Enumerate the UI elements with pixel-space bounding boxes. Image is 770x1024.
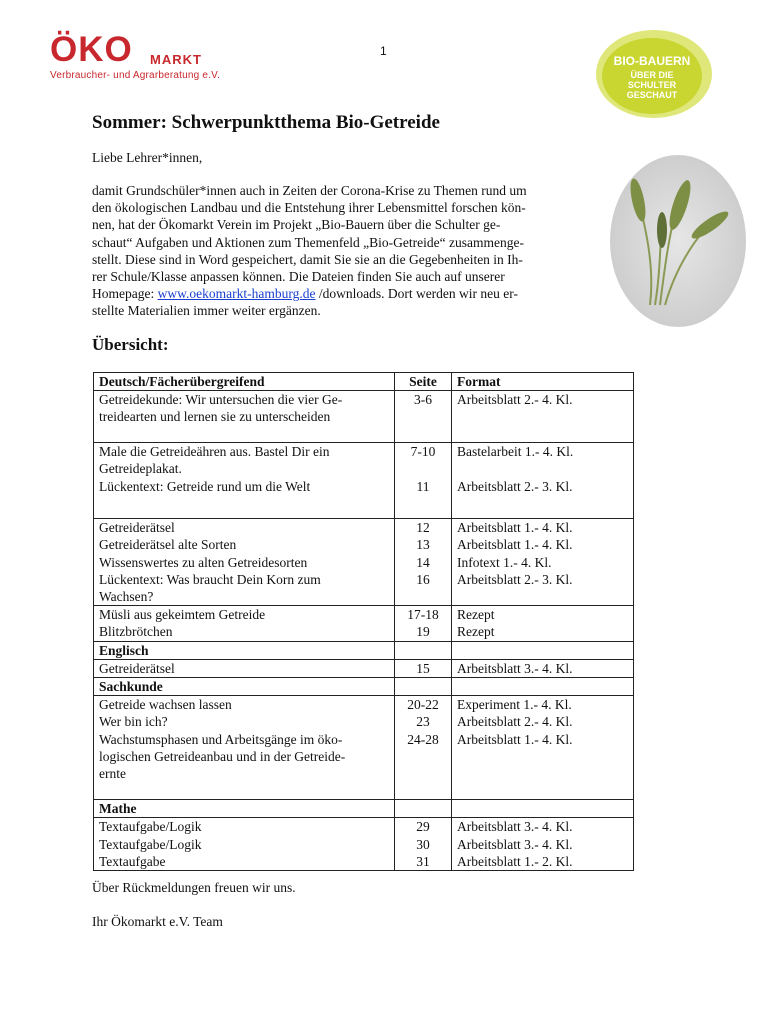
cell-line: Müsli aus gekeimtem Getreide: [99, 607, 266, 623]
homepage-suffix: /downloads. Dort werden wir neu er-: [315, 286, 518, 302]
row-format: [452, 391, 634, 443]
row-format: [452, 641, 634, 659]
cell-line: Arbeitsblatt 3.- 4. Kl.: [457, 836, 573, 852]
cell-line: Arbeitsblatt 1.- 4. Kl.: [457, 520, 573, 536]
cell-line: 29: [416, 819, 430, 835]
closing-feedback: Über Rückmeldungen freuen wir uns.: [92, 880, 296, 895]
greeting: Liebe Lehrer*innen,: [92, 150, 203, 165]
row-topic: [94, 818, 395, 871]
cell-line: 19: [416, 624, 430, 640]
intro-line: stellte Materialien immer weiter ergänzen.: [92, 303, 321, 319]
intro-line: nen, hat der Ökomarkt Verein im Projekt „Bio-Bauern über die Schulter ge-: [92, 217, 501, 233]
intro-line: schaut“ Aufgaben und Aktionen zum Themenfeld „Bio-Getreide“ zusammenge-: [92, 234, 524, 250]
cell-line: 12: [416, 520, 430, 536]
cell-line: Arbeitsblatt 1.- 2. Kl.: [457, 853, 573, 869]
row-page: [395, 443, 452, 519]
intro-homepage-line: [92, 285, 599, 302]
row-page: [395, 800, 452, 818]
logo-main-text: ÖKO: [50, 30, 133, 69]
cell-line: Wachsen?: [99, 589, 154, 605]
grain-ears-photo: [610, 155, 746, 327]
cell-line: treidearten und lernen sie zu unterscheiden: [99, 409, 331, 425]
row-format: [452, 443, 634, 519]
section-mathe: Mathe: [94, 800, 395, 818]
row-page: [395, 678, 452, 696]
table-row: [94, 443, 634, 519]
cell-line: Textaufgabe/Logik: [99, 819, 202, 835]
cell-line: Getreiderätsel: [99, 520, 175, 536]
table-section-row: [94, 641, 634, 659]
cell-line: 14: [416, 554, 430, 570]
row-page: [395, 519, 452, 606]
overview-table: [93, 372, 634, 871]
cell-line: Arbeitsblatt 2.- 4. Kl.: [457, 714, 573, 730]
cell-line: 11: [416, 478, 430, 494]
cell-line: 31: [416, 853, 430, 869]
cell-line: 15: [416, 660, 430, 676]
cell-line: Getreideplakat.: [99, 461, 182, 477]
cell-line: Blitzbrötchen: [99, 624, 173, 640]
cell-line: Rezept: [457, 624, 495, 640]
cell-line: [400, 460, 446, 477]
badge-subtitle: [597, 70, 707, 100]
row-format: [452, 800, 634, 818]
cell-line: Arbeitsblatt 3.- 4. Kl.: [457, 660, 573, 676]
cell-line: Textaufgabe/Logik: [99, 836, 202, 852]
intro-line: rer Schule/Klasse anpassen können. Die Dateien finden Sie auch auf unserer: [92, 269, 505, 285]
row-format: [452, 519, 634, 606]
cell-line: Getreide wachsen lassen: [99, 697, 232, 713]
row-page: [395, 818, 452, 871]
cell-line: Getreiderätsel: [99, 660, 175, 676]
row-format: [452, 606, 634, 641]
badge-sub-line: GESCHAUT: [626, 90, 678, 100]
table-section-row: [94, 800, 634, 818]
row-format: [452, 696, 634, 800]
cell-line: Arbeitsblatt 2.- 4. Kl.: [457, 392, 573, 408]
header-subject: Deutsch/Fächerübergreifend: [94, 373, 395, 391]
table-row: [94, 696, 634, 800]
section-sachkunde: Sachkunde: [94, 678, 395, 696]
cell-line: Experiment 1.- 4. Kl.: [457, 697, 572, 713]
row-page: [395, 659, 452, 677]
table-row: [94, 606, 634, 641]
row-topic: [94, 443, 395, 519]
closing-signature: Ihr Ökomarkt e.V. Team: [92, 914, 223, 929]
table-row: [94, 818, 634, 871]
overview-heading: Übersicht:: [92, 335, 169, 354]
cell-line: Wer bin ich?: [99, 714, 168, 730]
cell-line: Getreiderätsel alte Sorten: [99, 537, 237, 553]
cell-line: [457, 588, 628, 605]
cell-line: Arbeitsblatt 1.- 4. Kl.: [457, 537, 573, 553]
cell-line: 7-10: [410, 444, 436, 460]
cell-line: Arbeitsblatt 2.- 3. Kl.: [457, 571, 573, 587]
row-topic: [94, 519, 395, 606]
cell-line: [457, 460, 628, 477]
row-topic: [94, 391, 395, 443]
badge-sub-line: ÜBER DIE: [630, 70, 674, 80]
row-format: [452, 818, 634, 871]
intro-paragraph: [92, 182, 599, 320]
intro-line: stellt. Diese sind in Word gespeichert, damit Sie sie an die Gegebenheiten in Ih-: [92, 251, 523, 267]
logo-subline: Verbraucher- und Agrarberatung e.V.: [50, 70, 221, 81]
table-header-row: [94, 373, 634, 391]
cell-line: 23: [416, 714, 430, 730]
bio-bauern-badge: [592, 22, 722, 122]
badge-title: BIO-BAUERN: [613, 54, 691, 68]
row-page: [395, 606, 452, 641]
cell-line: Arbeitsblatt 1.- 4. Kl.: [457, 731, 573, 747]
row-topic: [94, 659, 395, 677]
cell-line: Wissenswertes zu alten Getreidesorten: [99, 554, 308, 570]
intro-line: den ökologischen Landbau und die Entstehung ihrer Lebensmittel forschen kön-: [92, 200, 526, 216]
homepage-prefix: Homepage:: [92, 286, 158, 302]
oekomarkt-logo: [50, 32, 220, 81]
cell-line: Textaufgabe: [99, 853, 166, 869]
cell-line: Infotext 1.- 4. Kl.: [457, 554, 552, 570]
cell-line: Rezept: [457, 607, 495, 623]
table-section-row: [94, 678, 634, 696]
cell-line: Lückentext: Was braucht Dein Korn zum: [99, 571, 321, 587]
homepage-link[interactable]: www.oekomarkt-hamburg.de: [157, 286, 316, 302]
cell-line: [400, 588, 446, 605]
cell-line: 17-18: [407, 607, 439, 623]
row-page: [395, 641, 452, 659]
cell-line: Bastelarbeit 1.- 4. Kl.: [457, 444, 574, 460]
cell-line: Arbeitsblatt 2.- 3. Kl.: [457, 478, 573, 494]
cell-line: ernte: [99, 766, 126, 782]
cell-line: Arbeitsblatt 3.- 4. Kl.: [457, 819, 573, 835]
row-topic: [94, 696, 395, 800]
table-row: [94, 659, 634, 677]
cell-line: logischen Getreideanbau und in der Getreide-: [99, 748, 346, 764]
section-englisch: Englisch: [94, 641, 395, 659]
cell-line: 13: [416, 537, 430, 553]
cell-line: 16: [416, 571, 430, 587]
badge-sub-line: SCHULTER: [627, 80, 677, 90]
row-page: [395, 696, 452, 800]
cell-line: 24-28: [407, 731, 439, 747]
row-page: [395, 391, 452, 443]
logo-markt-text: MARKT: [150, 52, 202, 67]
cell-line: 20-22: [407, 697, 439, 713]
header-format: Format: [452, 373, 634, 391]
cell-line: Wachstumsphasen und Arbeitsgänge im öko-: [99, 731, 343, 747]
table-row: [94, 391, 634, 443]
cell-line: 30: [416, 836, 430, 852]
header-page: Seite: [395, 373, 452, 391]
row-topic: [94, 606, 395, 641]
row-format: [452, 678, 634, 696]
page-title: Sommer: Schwerpunktthema Bio-Getreide: [92, 112, 440, 133]
cell-line: 3-6: [414, 392, 432, 408]
cell-line: Getreidekunde: Wir untersuchen die vier Ge-: [99, 392, 343, 408]
cell-line: Lückentext: Getreide rund um die Welt: [99, 478, 311, 494]
row-format: [452, 659, 634, 677]
table-row: [94, 519, 634, 606]
intro-line: damit Grundschüler*innen auch in Zeiten der Corona-Krise zu Themen rund um: [92, 183, 527, 198]
page-number: 1: [380, 44, 387, 58]
cell-line: Male die Getreideähren aus. Bastel Dir ein: [99, 444, 330, 460]
